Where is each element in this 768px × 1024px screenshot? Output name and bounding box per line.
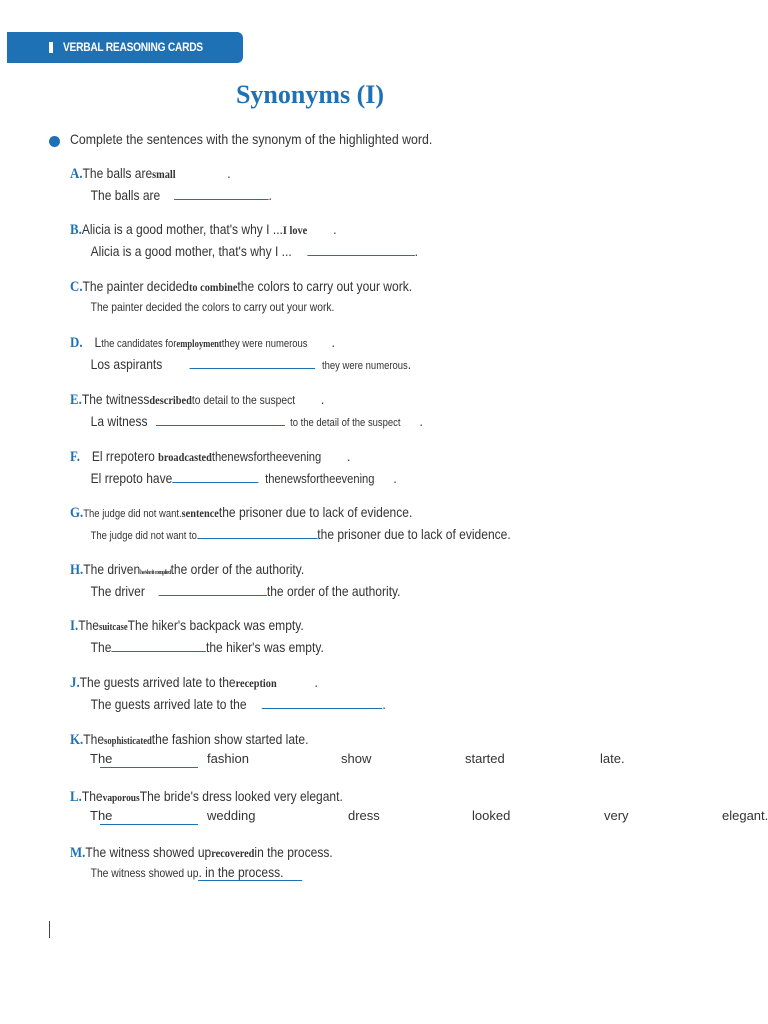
- sentence-text: The balls are: [90, 187, 161, 203]
- item-letter: I.: [70, 618, 79, 634]
- answer-blank[interactable]: [172, 468, 258, 483]
- period: .: [268, 187, 272, 203]
- sentence-word: late.: [600, 751, 625, 766]
- sentence-word: started: [465, 751, 505, 766]
- answer-blank[interactable]: [262, 694, 382, 709]
- sentence-text: they were numerous: [221, 338, 308, 350]
- sentence-text: thenewsfortheevening: [211, 449, 322, 464]
- sentence-text: The judge did not want to: [90, 530, 197, 542]
- sentence-text: L: [94, 334, 102, 350]
- highlighted-word: I love: [282, 223, 308, 237]
- exercise-item-h: [70, 561, 760, 601]
- sentence-text: The driven: [83, 561, 141, 577]
- sentence-text: they were numerous: [322, 360, 408, 372]
- sentence-word: elegant.: [722, 808, 768, 823]
- page-margin-rule: [49, 921, 50, 938]
- sentence-text: to detail to the suspect: [191, 393, 296, 407]
- instruction-text: Complete the sentences with the synonym of the highlighted word.: [70, 131, 433, 147]
- item-letter: J.: [70, 675, 80, 691]
- sentence-text: The witness showed up: [85, 844, 212, 860]
- bullet-icon: [49, 136, 60, 147]
- period: .: [382, 696, 386, 712]
- highlighted-word: suitcase: [98, 622, 128, 633]
- answer-blank[interactable]: [174, 185, 269, 200]
- exercise-item-d: [70, 334, 760, 374]
- sentence-text: El rrepo: [90, 470, 133, 486]
- period: .: [414, 243, 418, 259]
- sentence-text: The: [83, 731, 105, 747]
- sentence-text: The painter decided: [82, 278, 189, 294]
- sentence-word: The: [90, 808, 113, 823]
- highlighted-word: broadcasted: [158, 450, 212, 464]
- sentence-word: very: [604, 808, 629, 823]
- period: .: [407, 356, 412, 372]
- sentence-text: in the process.: [254, 844, 333, 860]
- item-letter: H.: [70, 562, 84, 578]
- sentence-text: The guests arrived late to the: [79, 674, 236, 690]
- highlighted-word: sophisticated: [104, 736, 152, 747]
- exercise-item-e: [70, 391, 760, 431]
- sentence-word: wedding: [207, 808, 256, 823]
- sentence-text: The painter decided the colors to carry out your work.: [90, 300, 335, 314]
- highlighted-word: sentence: [181, 506, 219, 520]
- exercise-item-j: [70, 674, 760, 714]
- exercise-item-c: [70, 278, 760, 318]
- sentence-text: The judge did not want.: [83, 508, 182, 520]
- item-letter: C.: [70, 279, 83, 295]
- sentence-word: fashion: [207, 751, 249, 766]
- answer-blank[interactable]: [100, 810, 198, 825]
- exercise-item-k: [70, 731, 760, 771]
- period: .: [419, 413, 423, 429]
- exercise-item-i: [70, 617, 760, 657]
- sentence-text: Alicia is a good mother, that's why I ...: [90, 243, 292, 259]
- highlighted-word: recovered: [211, 846, 255, 860]
- sentence-word: looked: [472, 808, 511, 823]
- answer-blank[interactable]: [100, 753, 198, 768]
- sentence-text: The hiker's backpack was empty.: [127, 617, 304, 633]
- answer-blank[interactable]: [190, 354, 316, 369]
- period: .: [331, 334, 335, 350]
- section-header-label: VERBAL REASONING CARDS: [63, 40, 203, 54]
- answer-blank[interactable]: [159, 581, 267, 596]
- period: .: [333, 221, 337, 237]
- answer-blank[interactable]: [156, 411, 285, 426]
- sentence-text: The bride's dress looked very elegant.: [139, 788, 343, 804]
- sentence-text: The: [90, 639, 112, 655]
- item-letter: K.: [70, 732, 84, 748]
- sentence-text: El rrepo: [91, 448, 135, 464]
- exercise-item-l: [70, 788, 768, 828]
- answer-blank[interactable]: [307, 241, 415, 256]
- answer-blank[interactable]: . in the process.: [198, 864, 302, 881]
- sentence-text: to have: [132, 470, 173, 486]
- highlighted-word: employment: [176, 339, 222, 350]
- item-letter: M.: [70, 845, 86, 861]
- highlighted-word: he/she/it complied: [140, 570, 171, 576]
- sentence-text: tero: [134, 448, 155, 464]
- answer-blank[interactable]: [197, 524, 317, 539]
- item-letter: A.: [70, 166, 83, 182]
- item-letter: F.: [70, 449, 80, 465]
- page-title: Synonyms (I): [235, 80, 385, 109]
- sentence-text: The twitness: [81, 391, 150, 407]
- highlighted-word: to combine: [188, 280, 238, 294]
- period: .: [347, 448, 351, 464]
- highlighted-word: reception: [235, 676, 277, 690]
- sentence-text: Los aspirants: [90, 356, 163, 372]
- sentence-text: to the detail of the suspect: [290, 417, 401, 429]
- sentence-text: The guests arrived late to the: [90, 696, 247, 712]
- sentence-word: show: [341, 751, 372, 766]
- sentence-text: the hiker's was empty.: [205, 639, 324, 655]
- sentence-text: the candidates for: [101, 338, 177, 350]
- item-letter: E.: [70, 392, 82, 408]
- item-letter: L.: [70, 789, 82, 805]
- exercise-item-g: [70, 504, 760, 544]
- sentence-text: the order of the authority.: [170, 561, 305, 577]
- period: .: [314, 674, 318, 690]
- item-letter: B.: [70, 222, 82, 238]
- sentence-text: The witness showed up: [90, 866, 199, 880]
- sentence-word: The: [90, 751, 113, 766]
- exercise-item-f: [70, 448, 760, 488]
- highlighted-word: described: [149, 393, 192, 407]
- period: .: [320, 391, 325, 407]
- highlighted-word: vaporous: [102, 792, 140, 804]
- sentence-word: dress: [348, 808, 380, 823]
- sentence-text: the colors to carry out your work.: [237, 278, 413, 294]
- exercise-item-a: [70, 165, 760, 205]
- sentence-text: the fashion show started late.: [151, 731, 309, 747]
- sentence-text: The balls are: [82, 165, 153, 181]
- exercise-item-b: [70, 221, 760, 261]
- item-letter: D.: [70, 335, 83, 351]
- sentence-text: the prisoner due to lack of evidence.: [218, 504, 413, 520]
- section-header-tab: [7, 32, 243, 63]
- sentence-text: La witness: [90, 413, 148, 429]
- sentence-text: The: [81, 788, 103, 804]
- highlighted-word: small: [152, 167, 176, 181]
- sentence-text: Alicia is a good mother, that's why I ...: [81, 221, 283, 237]
- sentence-text: the order of the authority.: [266, 583, 401, 599]
- header-bar-icon: [49, 42, 53, 53]
- item-letter: G.: [70, 505, 84, 521]
- period: .: [393, 470, 397, 486]
- exercise-item-m: [70, 844, 760, 884]
- sentence-text: the prisoner due to lack of evidence.: [317, 526, 511, 542]
- sentence-text: thenewsfortheevening: [265, 471, 375, 486]
- period: .: [227, 165, 231, 181]
- answer-blank[interactable]: [111, 637, 206, 652]
- sentence-text: The: [78, 617, 99, 633]
- sentence-text: The driver: [90, 583, 145, 599]
